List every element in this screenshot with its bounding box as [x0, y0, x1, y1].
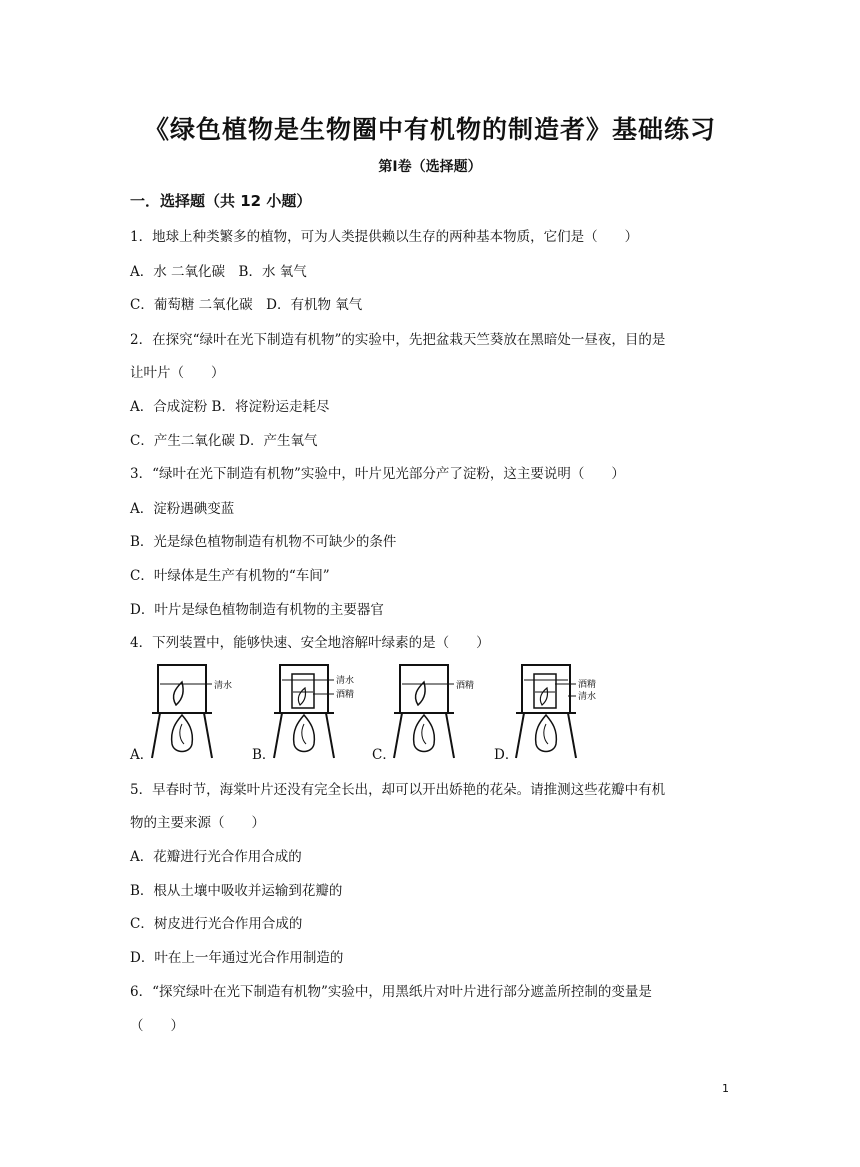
beaker-apparatus-icon	[512, 660, 622, 760]
q4-figure-a	[130, 660, 250, 765]
liquid-label: 清水	[578, 692, 597, 702]
liquid-label: 酒精	[456, 681, 475, 691]
q5-option-d: D．叶在上一年通过光合作用制造的	[130, 950, 344, 966]
q4-stem: 4．下列装置中，能够快速、安全地溶解叶绿素的是（ ）	[130, 635, 490, 651]
q1-options-cd: C．葡萄糖 二氧化碳 D．有机物 氧气	[130, 297, 363, 313]
q4-figure-c	[372, 660, 492, 765]
q4-figure-d	[494, 660, 614, 765]
liquid-label: 酒精	[578, 680, 597, 690]
option-letter: D．	[494, 747, 519, 763]
q3-stem: 3．“绿叶在光下制造有机物”实验中，叶片见光部分产了淀粉，这主要说明（ ）	[130, 466, 625, 482]
q2-options-cd: C．产生二氧化碳 D．产生氧气	[130, 433, 318, 449]
q4-figures	[130, 660, 730, 765]
q3-option-b: B．光是绿色植物制造有机物不可缺少的条件	[130, 534, 397, 550]
q1-stem: 1．地球上种类繁多的植物，可为人类提供赖以生存的两种基本物质，它们是（ ）	[130, 229, 639, 245]
section-heading: 一．选择题（共 12 小题）	[130, 192, 312, 210]
q2-stem-line1: 2．在探究“绿叶在光下制造有机物”的实验中，先把盆栽天竺葵放在黑暗处一昼夜，目的是	[130, 332, 666, 348]
beaker-apparatus-icon	[148, 660, 258, 760]
option-letter: B．	[252, 747, 276, 763]
liquid-label: 清水	[214, 681, 233, 691]
page-number: 1	[722, 1082, 729, 1095]
q3-option-c: C．叶绿体是生产有机物的“车间”	[130, 568, 330, 584]
document-subtitle: 第Ⅰ卷（选择题）	[378, 159, 482, 175]
beaker-apparatus-icon	[270, 660, 380, 760]
beaker-apparatus-icon	[390, 660, 500, 760]
liquid-label: 酒精	[336, 690, 355, 700]
q5-option-c: C．树皮进行光合作用合成的	[130, 916, 303, 932]
q5-stem-line2: 物的主要来源（ ）	[130, 815, 265, 831]
q3-option-d: D．叶片是绿色植物制造有机物的主要器官	[130, 602, 384, 618]
q1-options-ab: A．水 二氧化碳 B．水 氧气	[130, 264, 307, 280]
q5-option-b: B．根从土壤中吸收并运输到花瓣的	[130, 883, 343, 899]
liquid-label: 清水	[336, 676, 355, 686]
q5-stem-line1: 5．早春时节，海棠叶片还没有完全长出，却可以开出娇艳的花朵。请推测这些花瓣中有机	[130, 782, 666, 798]
q6-stem-line1: 6．“探究绿叶在光下制造有机物”实验中，用黑纸片对叶片进行部分遮盖所控制的变量是	[130, 984, 652, 1000]
q2-stem-line2: 让叶片（ ）	[130, 365, 225, 381]
q6-stem-line2: （ ）	[130, 1018, 184, 1034]
q3-option-a: A．淀粉遇碘变蓝	[130, 501, 235, 517]
q2-options-ab: A．合成淀粉 B．将淀粉运走耗尽	[130, 399, 330, 415]
option-letter: C．	[372, 747, 396, 763]
document-title: 《绿色植物是生物圈中有机物的制造者》基础练习	[143, 115, 716, 144]
option-letter: A．	[130, 747, 154, 763]
q5-option-a: A．花瓣进行光合作用合成的	[130, 849, 302, 865]
q4-figure-b	[252, 660, 372, 765]
